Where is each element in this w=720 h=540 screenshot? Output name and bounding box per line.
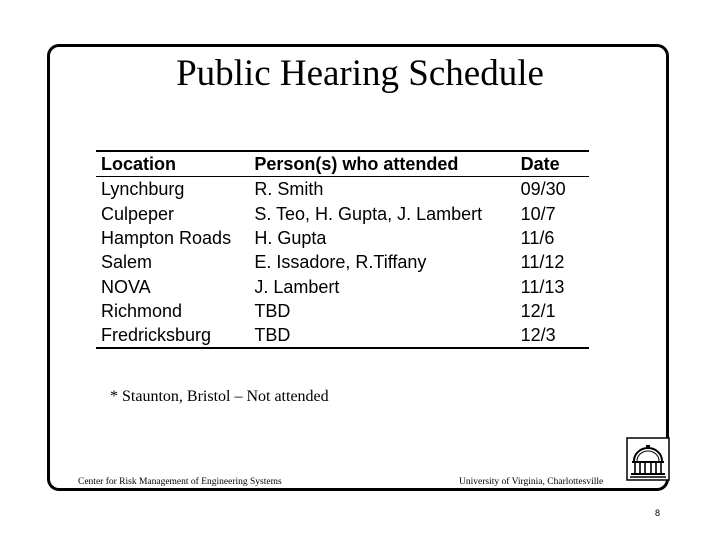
footer-center-name: Center for Risk Management of Engineering Systems (78, 477, 282, 487)
cell-persons: R. Smith (254, 179, 324, 200)
table-row (96, 274, 589, 298)
cell-location: Lynchburg (101, 179, 185, 200)
table-row (96, 177, 589, 202)
cell-date: 10/7 (520, 203, 556, 224)
header-location: Location (96, 151, 249, 177)
table-row (96, 250, 589, 274)
hearing-schedule-table (96, 150, 589, 349)
cell-date: 11/13 (520, 276, 565, 297)
cell-location: Fredricksburg (96, 323, 249, 348)
cell-date: 12/3 (516, 323, 589, 348)
cell-location: NOVA (101, 276, 151, 297)
cell-date: 09/30 (520, 179, 566, 200)
cell-persons: S. Teo, H. Gupta, J. Lambert (254, 203, 483, 224)
rotunda-logo-icon (626, 437, 670, 481)
table-row (96, 226, 589, 250)
cell-location: Salem (101, 252, 153, 273)
cell-location: Culpeper (101, 203, 175, 224)
slide-title: Public Hearing Schedule (176, 53, 544, 94)
table-row (96, 323, 589, 348)
table-row (96, 299, 589, 323)
page-number: 8 (654, 508, 660, 518)
cell-persons: TBD (254, 300, 291, 321)
not-attended-note: * Staunton, Bristol – Not attended (110, 388, 329, 405)
footer-university-name: University of Virginia, Charlottesville (459, 477, 604, 487)
cell-persons: J. Lambert (254, 276, 340, 297)
cell-location: Richmond (101, 300, 183, 321)
table-header-row (96, 151, 589, 177)
cell-date: 11/12 (520, 252, 565, 273)
cell-date: 11/6 (520, 228, 555, 249)
cell-location: Hampton Roads (101, 228, 232, 249)
header-persons: Person(s) who attended (249, 151, 515, 177)
cell-date: 12/1 (520, 300, 556, 321)
cell-persons: H. Gupta (254, 228, 327, 249)
table-row (96, 202, 589, 226)
header-date: Date (516, 151, 589, 177)
cell-persons: E. Issadore, R.Tiffany (254, 252, 427, 273)
cell-persons: TBD (249, 323, 515, 348)
